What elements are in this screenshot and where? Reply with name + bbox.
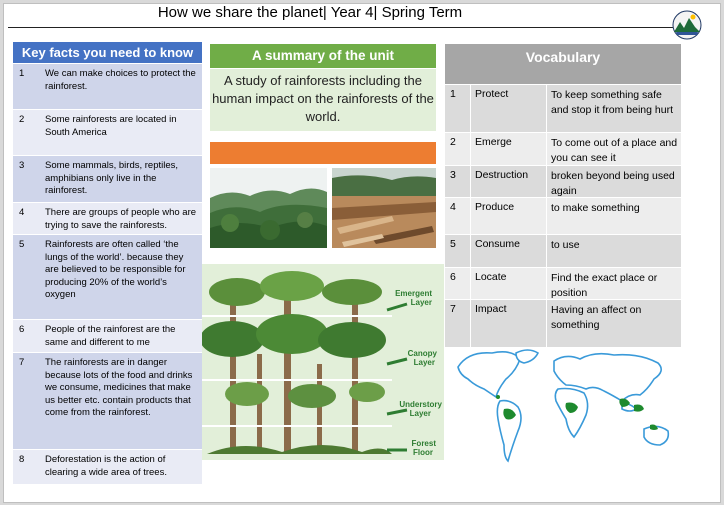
key-fact-row: [13, 156, 202, 203]
key-fact-row: [13, 320, 202, 353]
vocab-word: Protect: [471, 85, 547, 132]
school-logo: [668, 8, 706, 40]
key-fact-text: Deforestation is the action of clearing a wide area of trees.: [39, 450, 202, 484]
key-fact-row: [13, 353, 202, 450]
deforestation-photo: [332, 168, 436, 248]
key-fact-number: 8: [13, 450, 39, 484]
vocab-number: 3: [445, 166, 471, 197]
summary-text: A study of rainforests including the human impact on the rainforests of the world.: [210, 69, 436, 131]
layer-label-canopy: Canopy: [407, 349, 437, 358]
vocab-number: 5: [445, 235, 471, 267]
key-fact-row: [13, 450, 202, 485]
layer-label-canopy-2: Layer: [413, 358, 435, 367]
vocab-definition: to use: [551, 239, 580, 251]
vocab-row: [445, 133, 681, 166]
vocab-number: 1: [445, 85, 471, 132]
orange-banner: [210, 142, 436, 164]
key-fact-number: 7: [13, 353, 39, 449]
vocab-number: 7: [445, 300, 471, 347]
vocab-row: [445, 198, 681, 235]
vocab-definition: Find the exact place or position: [551, 272, 658, 299]
key-fact-number: 2: [13, 110, 39, 155]
vocab-word: Locate: [471, 268, 547, 299]
vocab-word: Produce: [471, 198, 547, 234]
layer-label-emergent: Emergent: [395, 289, 432, 298]
layer-label-floor: Forest: [411, 439, 436, 448]
title-divider: [8, 27, 698, 28]
key-fact-text: The rainforests are in danger because lots of the food and drinks we consume, medicines that make us better etc. contain products that come from the rainforest.: [39, 353, 202, 449]
vocab-row: [445, 166, 681, 198]
key-fact-text: There are groups of people who are trying to save the rainforests.: [39, 203, 202, 234]
key-facts-table: [13, 64, 202, 485]
vocab-row: [445, 235, 681, 268]
summary-heading: A summary of the unit: [210, 44, 436, 68]
layer-label-floor-2: Floor: [413, 448, 433, 457]
key-fact-text: We can make choices to protect the rainforest.: [39, 64, 202, 109]
layer-label-understory-2: Layer: [409, 409, 431, 418]
vocab-word: Impact: [471, 300, 547, 347]
vocab-definition: To come out of a place and you can see it: [551, 137, 678, 164]
key-fact-row: [13, 110, 202, 156]
vocabulary-table: [445, 85, 681, 348]
vocab-row: [445, 300, 681, 348]
vocab-word: Consume: [471, 235, 547, 267]
layer-label-emergent-2: Layer: [410, 298, 432, 307]
world-rainforest-map: [454, 345, 688, 469]
vocab-number: 2: [445, 133, 471, 165]
key-fact-row: [13, 203, 202, 235]
vocab-definition: broken beyond being used again: [551, 170, 675, 197]
vocab-word: Emerge: [471, 133, 547, 165]
vocabulary-heading: Vocabulary: [445, 44, 681, 84]
vocab-definition: To keep something safe and stop it from being hurt: [551, 89, 673, 116]
vocab-number: 6: [445, 268, 471, 299]
key-fact-row: [13, 64, 202, 110]
key-fact-number: 1: [13, 64, 39, 109]
layer-label-understory: Understory: [399, 400, 442, 409]
key-facts-heading: Key facts you need to know: [13, 42, 202, 63]
key-fact-number: 3: [13, 156, 39, 202]
key-fact-number: 6: [13, 320, 39, 352]
rainforest-photo: [210, 168, 327, 248]
vocab-definition: to make something: [551, 202, 640, 214]
key-fact-text: Some mammals, birds, reptiles, amphibians only live in the rainforest.: [39, 156, 202, 202]
vocab-number: 4: [445, 198, 471, 234]
key-fact-text: People of the rainforest are the same and different to me: [39, 320, 202, 352]
key-fact-number: 4: [13, 203, 39, 234]
key-fact-number: 5: [13, 235, 39, 319]
vocab-word: Destruction: [471, 166, 547, 197]
key-fact-row: [13, 235, 202, 320]
rainforest-layers-diagram: [202, 264, 444, 460]
vocab-row: [445, 268, 681, 300]
key-fact-text: Rainforests are often called ‘the lungs of the world’. because they are believed to be responsible for producing 20% of the world’s oxygen: [39, 235, 202, 319]
key-fact-text: Some rainforests are located in South America: [39, 110, 202, 155]
vocab-definition: Having an affect on something: [551, 304, 642, 331]
page-title: How we share the planet| Year 4| Spring Term: [157, 4, 463, 21]
vocab-row: [445, 85, 681, 133]
